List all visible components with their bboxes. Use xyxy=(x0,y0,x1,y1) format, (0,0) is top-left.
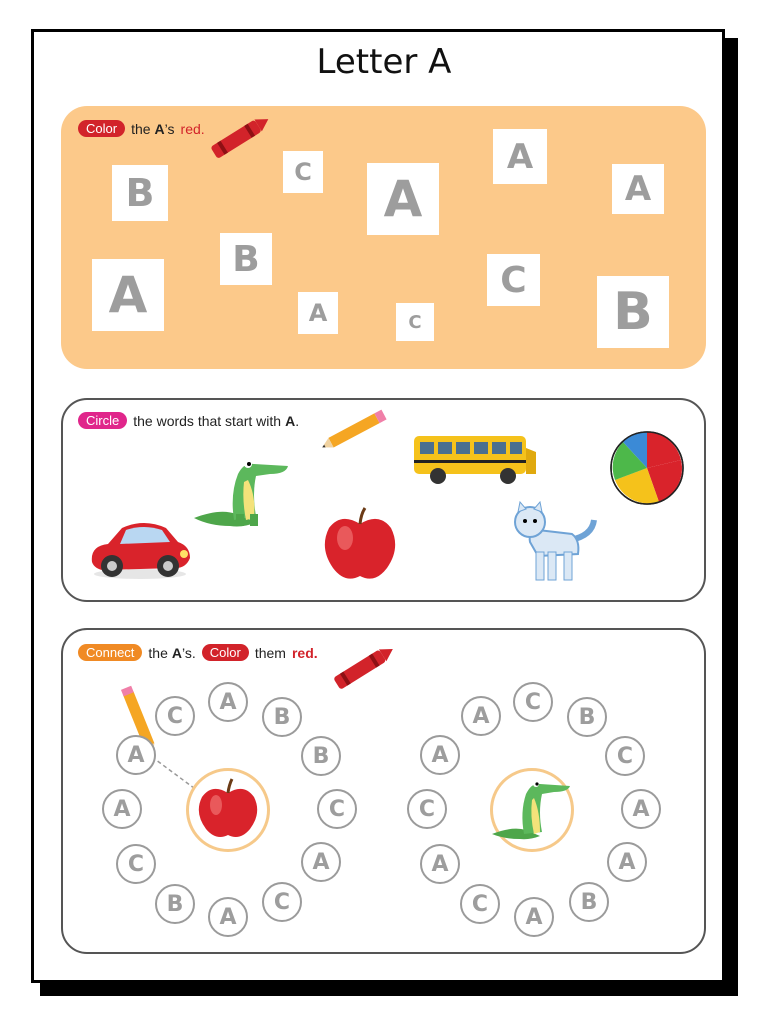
alligator-picture xyxy=(490,772,572,842)
letter-card[interactable]: A xyxy=(612,164,664,214)
letter-card[interactable]: C xyxy=(396,303,434,341)
ball-picture[interactable] xyxy=(609,430,685,506)
letter-bubble[interactable]: A xyxy=(301,842,341,882)
letter-card[interactable]: B xyxy=(112,165,168,221)
letter-bubble[interactable]: A xyxy=(208,897,248,937)
instruction-color-word: red. xyxy=(180,120,205,137)
apple-picture[interactable] xyxy=(321,506,399,582)
letter-bubble[interactable]: C xyxy=(116,844,156,884)
letter-card[interactable]: A xyxy=(493,129,547,184)
letter-bubble[interactable]: A xyxy=(514,897,554,937)
letter-card[interactable]: A xyxy=(92,259,164,331)
cat-picture[interactable] xyxy=(508,500,600,586)
instruction-letter: A xyxy=(285,412,296,429)
letter-bubble[interactable]: C xyxy=(513,682,553,722)
letter-bubble[interactable]: A xyxy=(208,682,248,722)
letter-card[interactable]: C xyxy=(283,151,323,193)
circle-pill: Circle xyxy=(78,412,127,429)
crayon-icon xyxy=(326,642,402,692)
connect-instruction: Connect the A’s. Color them red. xyxy=(78,644,318,661)
letter-bubble[interactable]: C xyxy=(317,789,357,829)
letter-bubble[interactable]: C xyxy=(407,789,447,829)
circle-instruction: Circle the words that start with A. xyxy=(78,412,299,429)
page-title: Letter A xyxy=(316,42,452,82)
instruction-letter: A xyxy=(154,120,165,137)
letter-card[interactable]: A xyxy=(298,292,338,334)
color-pill: Color xyxy=(78,120,125,137)
letter-bubble[interactable]: B xyxy=(569,882,609,922)
letter-card[interactable]: C xyxy=(487,254,540,306)
letter-card[interactable]: B xyxy=(220,233,272,285)
letter-bubble[interactable]: B xyxy=(301,736,341,776)
letter-bubble[interactable]: B xyxy=(567,697,607,737)
pencil-icon xyxy=(318,408,394,452)
letter-bubble[interactable]: A xyxy=(621,789,661,829)
apple-picture xyxy=(196,777,260,841)
letter-card[interactable]: A xyxy=(367,163,439,235)
connect-pill: Connect xyxy=(78,644,142,661)
letter-bubble[interactable]: B xyxy=(155,884,195,924)
letter-bubble[interactable]: C xyxy=(460,884,500,924)
letter-bubble[interactable]: C xyxy=(605,736,645,776)
letter-bubble[interactable]: A xyxy=(102,789,142,829)
letter-bubble[interactable]: A xyxy=(461,696,501,736)
crayon-icon xyxy=(204,114,276,162)
bus-picture[interactable] xyxy=(412,432,538,488)
color-instruction xyxy=(78,120,205,137)
car-picture[interactable] xyxy=(86,516,194,582)
alligator-picture[interactable] xyxy=(190,450,290,532)
letter-bubble[interactable]: A xyxy=(607,842,647,882)
letter-bubble[interactable]: A xyxy=(116,735,156,775)
color-pill: Color xyxy=(202,644,249,661)
instruction-text: the xyxy=(131,120,151,137)
instruction-text: the words that start with xyxy=(133,412,282,429)
letter-bubble[interactable]: C xyxy=(262,882,302,922)
letter-bubble[interactable]: C xyxy=(155,696,195,736)
letter-bubble[interactable]: B xyxy=(262,697,302,737)
letter-bubble[interactable]: A xyxy=(420,735,460,775)
letter-card[interactable]: B xyxy=(597,276,669,348)
instruction-suffix: ’s xyxy=(164,120,175,137)
letter-bubble[interactable]: A xyxy=(420,844,460,884)
